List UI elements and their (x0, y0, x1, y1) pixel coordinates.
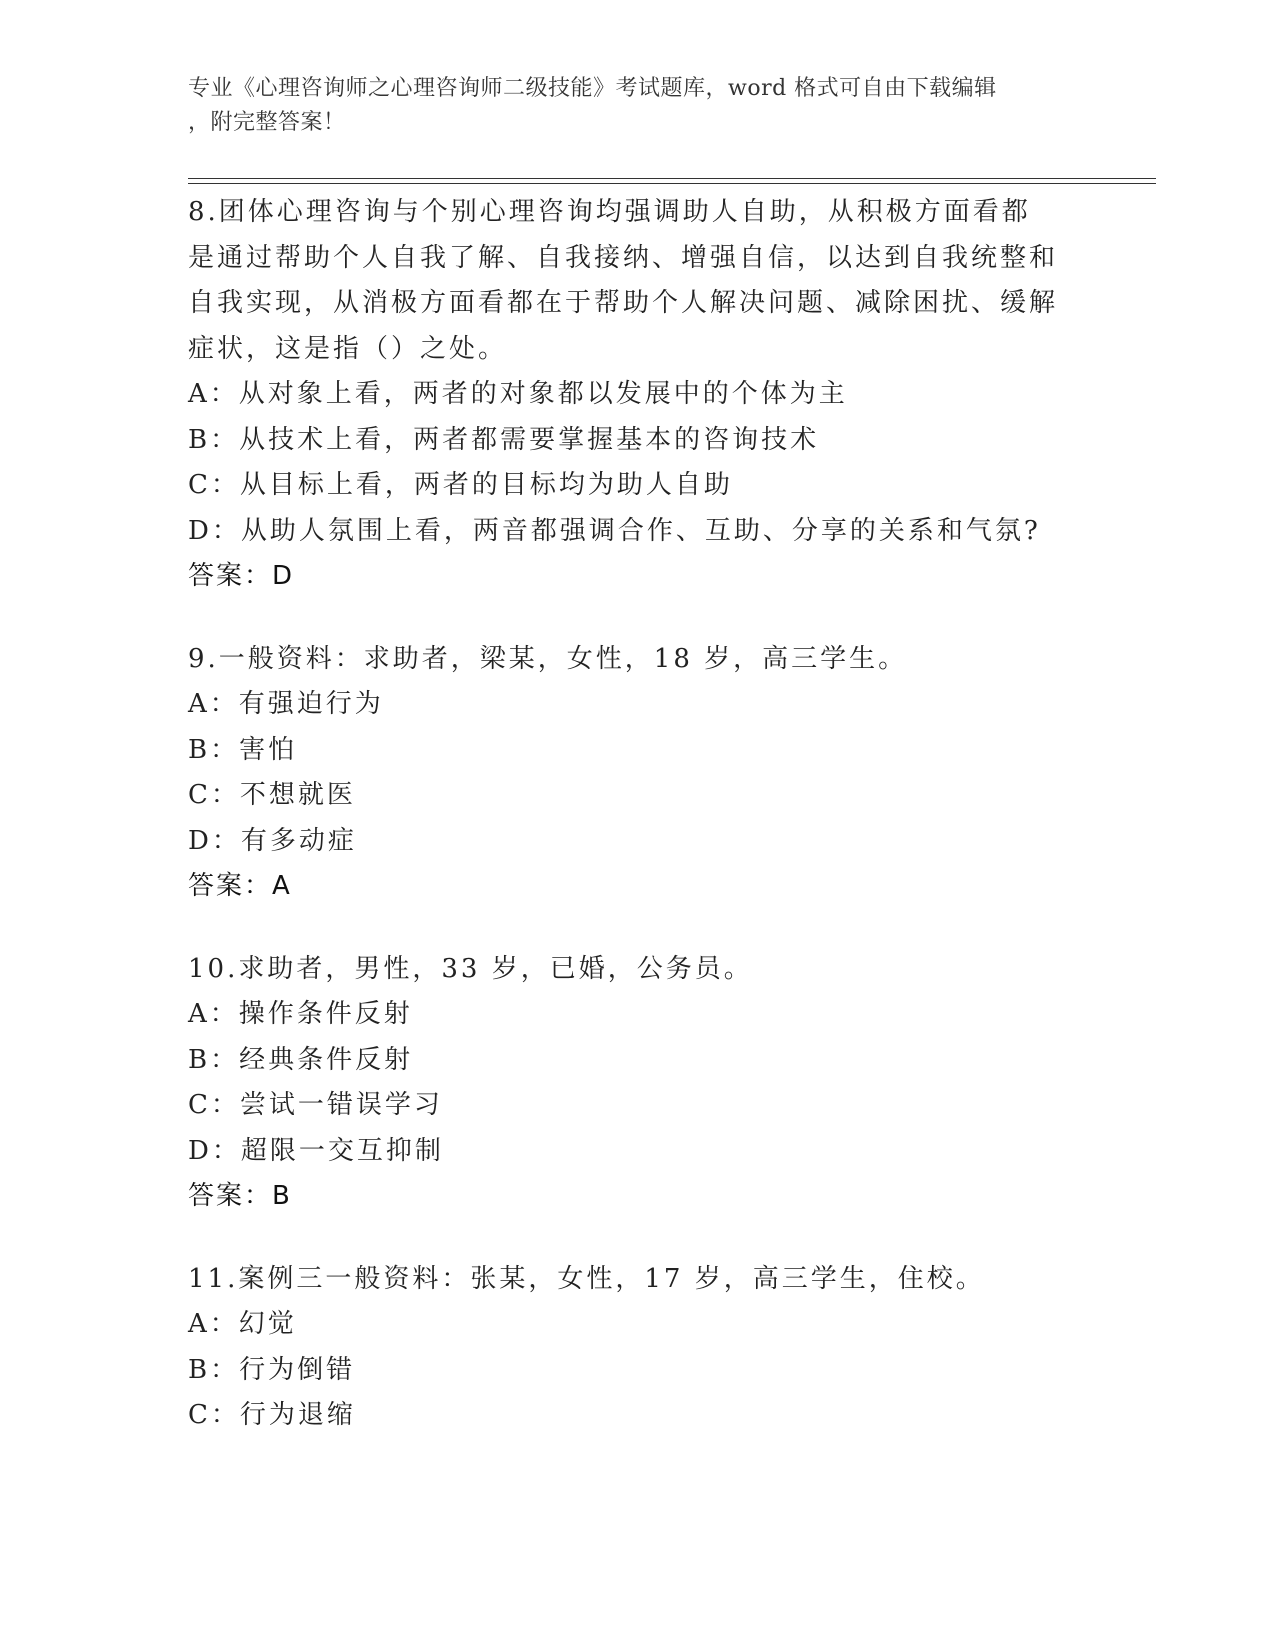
question-stem: 8.团体心理咨询与个别心理咨询均强调助人自助，从积极方面看都是通过帮助个人自我了解、自我接纳、增强自信，以达到自我统整和自我实现，从消极方面看都在于帮助个人解决问题、减除困扰、缓解症状，这是指（）之处。 (188, 197, 1059, 364)
option-a: A：有强迫行为 (188, 689, 384, 719)
option-a: A：从对象上看，两者的对象都以发展中的个体为主 (188, 379, 848, 409)
question-10 (188, 947, 1088, 1220)
answer-line: 答案：D (188, 561, 295, 591)
option-d: D：从助人氛围上看，两音都强调合作、互助、分享的关系和气氛? (188, 515, 1041, 546)
option-b: B：行为倒错 (188, 1354, 356, 1385)
document-header (188, 72, 1068, 140)
question-11 (188, 1257, 1088, 1439)
option-c: C：不想就医 (188, 780, 356, 810)
option-c: C：从目标上看，两者的目标均为助人自助 (188, 470, 733, 500)
option-c: C：行为退缩 (188, 1400, 356, 1430)
question-stem: 9.一般资料：求助者，梁某，女性，18 岁，高三学生。 (188, 643, 908, 674)
option-c: C：尝试一错误学习 (188, 1090, 443, 1120)
question-stem: 11.案例三一般资料：张某，女性，17 岁，高三学生，住校。 (188, 1263, 985, 1294)
question-stem: 10.求助者，男性，33 岁，已婚，公务员。 (188, 953, 753, 984)
option-b: B：经典条件反射 (188, 1044, 414, 1075)
answer-line: 答案：B (188, 1181, 292, 1211)
question-8 (188, 190, 1088, 600)
option-b: B：害怕 (188, 734, 298, 765)
option-d: D：有多动症 (188, 825, 357, 856)
answer-line: 答案：A (188, 871, 292, 901)
question-list (188, 190, 1088, 1476)
header-divider-bottom (188, 183, 1156, 184)
option-a: A：操作条件反射 (188, 999, 413, 1029)
question-9 (188, 637, 1088, 910)
header-divider-top (188, 178, 1156, 179)
option-d: D：超限一交互抑制 (188, 1135, 444, 1166)
option-b: B：从技术上看，两者都需要掌握基本的咨询技术 (188, 424, 820, 455)
option-a: A：幻觉 (188, 1309, 297, 1339)
header-line-1: 专业《心理咨询师之心理咨询师二级技能》考试题库，word 格式可自由下载编辑 (188, 76, 997, 101)
header-line-2: ，附完整答案！ (188, 110, 346, 135)
